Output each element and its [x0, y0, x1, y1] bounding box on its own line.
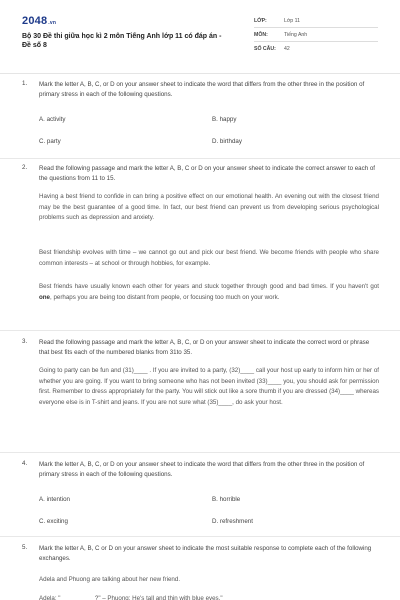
passage-paragraph: Best friendship evolves with time – we cannot go out and pick our best friend. We become friends with people who share common interests – at school or through hobbies, for example. — [39, 249, 379, 267]
header-divider — [0, 73, 400, 74]
question-divider — [0, 158, 400, 159]
option-d[interactable]: D. refreshment — [212, 518, 253, 525]
question-text: Read the following passage and mark the letter A, B, C, or D on your answer sheet to indicate the correct word or phrase that best fits each of the numbered blanks from 31to 35. — [39, 339, 370, 356]
passage-paragraph: Going to party can be fun and (31)____ . If you are invited to a party, (32)____ call your host up early to inform him or her of whether you are going. If you want to bring someone who has not been invited (33)____ you, you should ask for permission first. Remember to dress appropriately for the party. You will stick out like a sore thumb if you are dressed (34)____ whereas everyone else is in T-shirt and jeans. If you are not sure what (35)____, do ask your host. — [39, 367, 379, 406]
meta-class — [254, 18, 300, 24]
logo-main: 2048 — [22, 15, 48, 27]
meta-subject — [254, 32, 307, 38]
option-a[interactable]: A. activity — [39, 116, 66, 123]
option-d[interactable]: D. birthday — [212, 138, 242, 145]
question-dialogue: Adela: "__________?" – Phuong: He's tall and thin with blue eyes." — [39, 595, 223, 600]
meta-count-value: 42 — [284, 46, 290, 52]
meta-class-label: LỚP: — [254, 18, 267, 24]
passage-paragraph — [39, 282, 379, 303]
document-title: Bộ 30 Đề thi giữa học kì 2 môn Tiếng Anh lớp 11 có đáp án - Đề số 8 — [22, 33, 222, 49]
meta-divider — [254, 41, 378, 42]
option-a[interactable]: A. intention — [39, 496, 70, 503]
option-c[interactable]: C. exciting — [39, 518, 68, 525]
site-logo[interactable] — [22, 15, 56, 27]
option-b[interactable]: B. happy — [212, 116, 237, 123]
question-text: Mark the letter A, B, C, or D on your answer sheet to indicate the word that differs from the other three in the position of primary stress in each of the following questions. — [39, 81, 365, 98]
page-header — [0, 0, 400, 70]
passage-text: , perhaps you are being too distant from people, or focusing too much on your work. — [50, 293, 280, 301]
option-c[interactable]: C. party — [39, 138, 61, 145]
question-number: 1. — [22, 80, 28, 87]
meta-subject-label: MÔN: — [254, 32, 268, 38]
question-text: Read the following passage and mark the letter A, B, C or D on your answer sheet to indicate the correct answer to each of the questions from 11 to 15. — [39, 165, 376, 182]
meta-count-label: SỐ CÂU: — [254, 46, 276, 52]
question-text: Mark the letter A, B, C or D on your answer sheet to indicate the most suitable response to complete each of the following exchanges. — [39, 545, 372, 562]
passage-text: Best friends have usually known each other for years and stuck together through good and bad times. If you haven't got — [39, 283, 379, 290]
question-divider — [0, 330, 400, 331]
question-number: 5. — [22, 544, 28, 551]
question-divider — [0, 452, 400, 453]
question-text: Mark the letter A, B, C, or D on your answer sheet to indicate the word that differs from the other three in the position of primary stress in each of the following questions. — [39, 461, 365, 478]
meta-count — [254, 46, 290, 52]
passage-bold-word: one — [39, 293, 51, 301]
option-b[interactable]: B. horrible — [212, 496, 241, 503]
question-number: 3. — [22, 338, 28, 345]
passage-paragraph: Having a best friend to confide in can bring a positive effect on our emotional health. An evening out with the closest friend may be the best guarantee of a good time. In fact, our best friend can prevent us from developing serious psychological problems such as depression and anxiety. — [39, 193, 379, 221]
meta-class-value: Lớp 11 — [284, 18, 300, 24]
question-number: 2. — [22, 164, 28, 171]
logo-tld: .vn — [48, 20, 57, 26]
meta-subject-value: Tiếng Anh — [284, 32, 308, 38]
question-context: Adela and Phuong are talking about her new friend. — [39, 576, 181, 583]
meta-divider — [254, 27, 378, 28]
question-divider — [0, 536, 400, 537]
question-number: 4. — [22, 460, 28, 467]
